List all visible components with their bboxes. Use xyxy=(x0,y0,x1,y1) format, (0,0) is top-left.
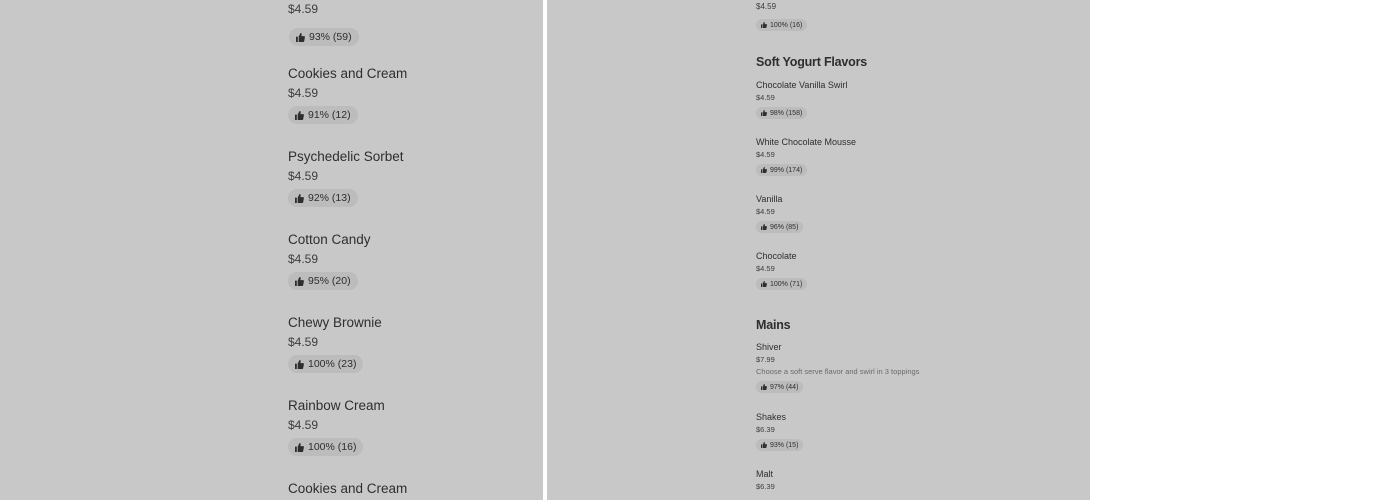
rating-badge xyxy=(288,438,363,456)
rating-badge xyxy=(289,28,359,46)
item-name: Cookies and Cream xyxy=(288,481,408,496)
item-price: $4.59 xyxy=(756,264,775,273)
item-description: Choose a soft serve flavor and swirl in 3 toppings xyxy=(756,367,920,376)
menu-item[interactable] xyxy=(756,137,1076,178)
item-name: Chocolate Vanilla Swirl xyxy=(756,80,848,90)
rating-text: 100% (71) xyxy=(770,280,803,288)
rating-text: 93% (15) xyxy=(770,441,799,449)
rating-badge xyxy=(756,107,807,119)
menu-item[interactable] xyxy=(756,342,1076,395)
item-price: $7.99 xyxy=(756,355,775,364)
item-name: Shakes xyxy=(756,412,787,422)
thumbs-up-icon xyxy=(295,360,304,369)
left-menu-panel xyxy=(0,0,543,500)
rating-badge xyxy=(756,164,807,176)
section-title: Soft Yogurt Flavors xyxy=(756,55,868,69)
item-name: Rainbow Cream xyxy=(288,398,385,413)
rating-badge xyxy=(288,106,358,124)
rating-text: 95% (20) xyxy=(308,275,351,287)
thumbs-up-icon xyxy=(295,443,304,452)
item-name: Chocolate xyxy=(756,251,797,261)
menu-item[interactable] xyxy=(288,314,538,374)
menu-item[interactable] xyxy=(756,194,1076,235)
item-name: Cotton Candy xyxy=(288,232,371,247)
thumbs-up-icon xyxy=(295,194,304,203)
menu-item[interactable] xyxy=(288,231,538,291)
rating-badge xyxy=(756,278,807,290)
thumbs-up-icon xyxy=(761,110,767,116)
rating-badge xyxy=(288,189,358,207)
thumbs-up-icon xyxy=(296,33,305,42)
thumbs-up-icon xyxy=(761,22,767,28)
item-name: Vanilla xyxy=(756,194,783,204)
rating-text: 91% (12) xyxy=(308,109,351,121)
rating-badge xyxy=(756,19,807,31)
rating-text: 100% (16) xyxy=(308,441,357,453)
thumbs-up-icon xyxy=(761,224,767,230)
menu-item[interactable] xyxy=(756,80,1076,121)
rating-text: 97% (44) xyxy=(770,383,799,391)
item-price: $4.59 xyxy=(756,150,775,159)
item-price: $6.39 xyxy=(756,425,775,434)
item-name: Psychedelic Sorbet xyxy=(288,149,404,164)
item-price: $6.39 xyxy=(756,482,775,491)
rating-badge xyxy=(756,439,803,451)
menu-item[interactable] xyxy=(288,397,538,457)
item-price: $4.59 xyxy=(756,207,775,216)
menu-item[interactable] xyxy=(756,412,1076,453)
thumbs-up-icon xyxy=(761,167,767,173)
thumbs-up-icon xyxy=(761,384,767,390)
thumbs-up-icon xyxy=(761,281,767,287)
rating-text: 92% (13) xyxy=(308,192,351,204)
menu-item[interactable] xyxy=(288,65,538,125)
rating-badge xyxy=(288,355,363,373)
rating-text: 98% (158) xyxy=(770,109,803,117)
item-price: $4.59 xyxy=(288,86,319,100)
rating-badge xyxy=(756,381,803,393)
thumbs-up-icon xyxy=(761,442,767,448)
item-price: $4.59 xyxy=(288,335,319,349)
item-price: $4.59 xyxy=(288,252,319,266)
item-price: $4.59 xyxy=(288,169,319,183)
section-title: Mains xyxy=(756,318,791,332)
item-price: $4.59 xyxy=(756,2,777,11)
rating-badge xyxy=(288,272,358,290)
thumbs-up-icon xyxy=(295,111,304,120)
item-price: $4.59 xyxy=(756,93,775,102)
rating-text: 96% (85) xyxy=(770,223,799,231)
menu-item[interactable] xyxy=(288,148,538,208)
item-name: Cookies and Cream xyxy=(288,66,408,81)
rating-text: 93% (59) xyxy=(309,31,352,43)
menu-item[interactable] xyxy=(756,251,1076,292)
item-price: $4.59 xyxy=(288,2,319,16)
rating-badge xyxy=(756,221,803,233)
rating-text: 99% (174) xyxy=(770,166,803,174)
menu-item[interactable] xyxy=(288,480,538,498)
rating-text: 100% (23) xyxy=(308,358,357,370)
item-name: Chewy Brownie xyxy=(288,315,382,330)
menu-item[interactable] xyxy=(756,469,1076,492)
right-menu-panel xyxy=(547,0,1090,500)
rating-text: 100% (16) xyxy=(770,21,803,29)
item-price: $4.59 xyxy=(288,418,319,432)
item-name: White Chocolate Mousse xyxy=(756,137,857,147)
item-name: Shiver xyxy=(756,342,782,352)
item-name: Malt xyxy=(756,469,774,479)
thumbs-up-icon xyxy=(295,277,304,286)
